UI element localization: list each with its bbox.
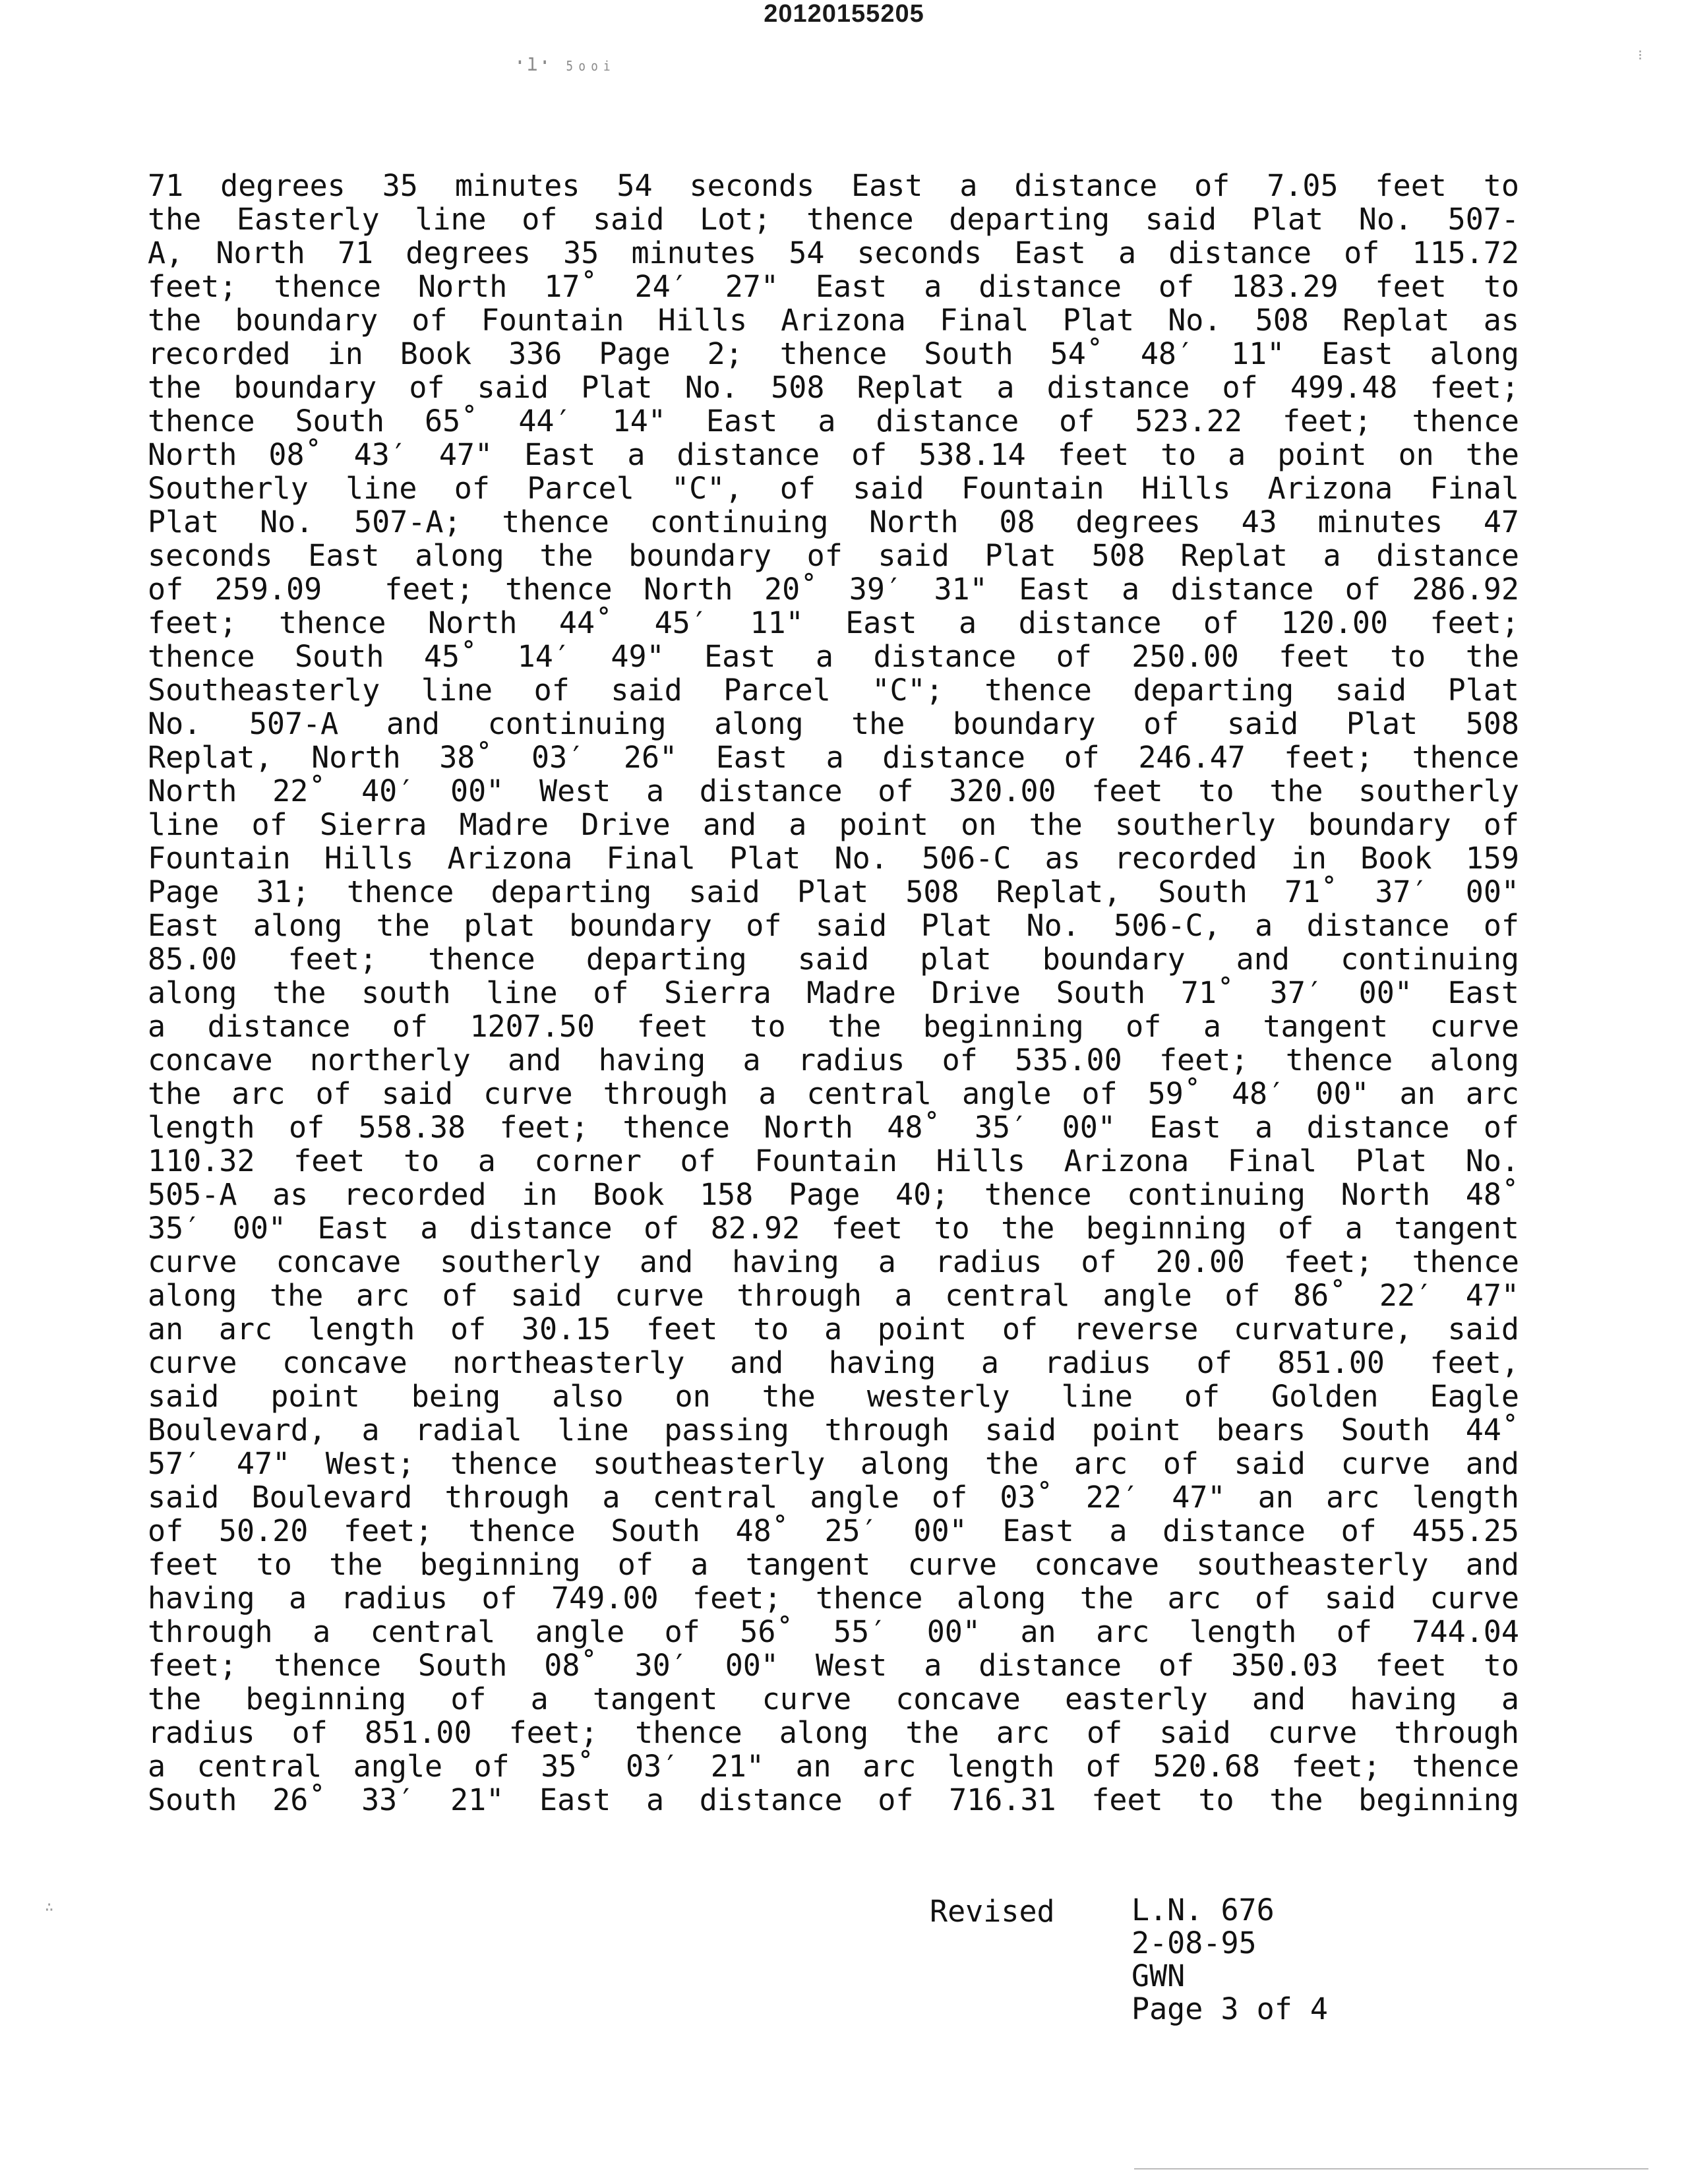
text-line: of 50.20 feet; thence South 48˚ 25′ 00" East a distance of 455.25 [148,1514,1519,1548]
text-line: having a radius of 749.00 feet; thence along the arc of said curve [148,1581,1519,1615]
text-line: feet to the beginning of a tangent curve concave southeasterly and [148,1548,1519,1581]
text-line: thence South 45˚ 14′ 49" East a distance of 250.00 feet to the [148,640,1519,673]
text-line: the boundary of said Plat No. 508 Replat a distance of 499.48 feet; [148,371,1519,404]
revision-date: 2-08-95 [1131,1926,1257,1960]
text-line: thence South 65˚ 44′ 14" East a distance of 523.22 feet; thence [148,404,1519,438]
text-line: along the south line of Sierra Madre Drive South 71˚ 37′ 00" East [148,976,1519,1010]
text-line: East along the plat boundary of said Plat No. 506-C, a distance of [148,909,1519,942]
recording-number: 20120155205 [764,0,924,28]
text-line: Page 31; thence departing said Plat 508 Replat, South 71˚ 37′ 00" [148,875,1519,909]
text-line: the beginning of a tangent curve concave easterly and having a [148,1682,1519,1716]
text-line: along the arc of said curve through a central angle of 86˚ 22′ 47" [148,1279,1519,1312]
legal-number: L.N. 676 [1131,1893,1275,1927]
footer-row-initials [930,1927,1391,1993]
text-line: through a central angle of 56˚ 55′ 00" an arc length of 744.04 [148,1615,1519,1649]
text-line: Plat No. 507-A; thence continuing North 08 degrees 43 minutes 47 [148,505,1519,539]
text-line: curve concave southerly and having a radius of 20.00 feet; thence [148,1245,1519,1279]
bottom-scan-line [1134,2168,1648,2169]
text-line: line of Sierra Madre Drive and a point on the southerly boundary of [148,808,1519,841]
text-line: 110.32 feet to a corner of Fountain Hills Arizona Final Plat No. [148,1144,1519,1178]
text-line: Southerly line of Parcel "C", of said Fountain Hills Arizona Final [148,471,1519,505]
revised-label: Revised [930,1894,1055,1929]
text-line: South 26˚ 33′ 21" East a distance of 716.31 feet to the beginning [148,1783,1519,1817]
document-footer [930,1861,1391,2026]
page-number: Page 3 of 4 [1131,1991,1329,2026]
text-line: Fountain Hills Arizona Final Plat No. 506-C as recorded in Book 159 [148,841,1519,875]
legal-description-body [148,169,1519,1817]
text-line: an arc length of 30.15 feet to a point of reverse curvature, said [148,1312,1519,1346]
text-line: of 259.09 feet; thence North 20˚ 39′ 31" East a distance of 286.92 [148,572,1519,606]
text-line: feet; thence South 08˚ 30′ 00" West a distance of 350.03 feet to [148,1649,1519,1682]
text-line: 35′ 00" East a distance of 82.92 feet to the beginning of a tangent [148,1211,1519,1245]
text-line: the arc of said curve through a central angle of 59˚ 48′ 00" an arc [148,1077,1519,1110]
text-line: Boulevard, a radial line passing through said point bears South 44˚ [148,1413,1519,1447]
text-line: 505-A as recorded in Book 158 Page 40; thence continuing North 48˚ [148,1178,1519,1211]
text-line: 57′ 47" West; thence southeasterly along the arc of said curve and [148,1447,1519,1480]
left-edge-mark: ∴ [45,1899,54,1916]
text-line: the boundary of Fountain Hills Arizona Final Plat No. 508 Replat as [148,303,1519,337]
text-line: concave northerly and having a radius of 535.00 feet; thence along [148,1043,1519,1077]
text-line: Southeasterly line of said Parcel "C"; thence departing said Plat [148,673,1519,707]
text-line: Replat, North 38˚ 03′ 26" East a distance of 246.47 feet; thence [148,741,1519,774]
text-line: 71 degrees 35 minutes 54 seconds East a distance of 7.05 feet to [148,169,1519,202]
faded-stamp-mark: ·ı· ₅ₒₒᵢ [514,48,614,76]
text-line: feet; thence North 44˚ 45′ 11" East a distance of 120.00 feet; [148,606,1519,640]
text-line: seconds East along the boundary of said Plat 508 Replat a distance [148,539,1519,572]
text-line: radius of 851.00 feet; thence along the arc of said curve through [148,1716,1519,1749]
preparer-initials: GWN [1131,1958,1186,1993]
text-line: A, North 71 degrees 35 minutes 54 seconds East a distance of 115.72 [148,236,1519,270]
text-line: the Easterly line of said Lot; thence departing said Plat No. 507- [148,202,1519,236]
text-line: a distance of 1207.50 feet to the beginning of a tangent curve [148,1010,1519,1043]
text-line: North 22˚ 40′ 00" West a distance of 320.00 feet to the southerly [148,774,1519,808]
footer-row-page [930,1960,1391,2026]
text-line: a central angle of 35˚ 03′ 21" an arc length of 520.68 feet; thence [148,1749,1519,1783]
text-line: said point being also on the westerly line of Golden Eagle [148,1380,1519,1413]
text-line: recorded in Book 336 Page 2; thence South 54˚ 48′ 11" East along [148,337,1519,371]
text-line: No. 507-A and continuing along the boundary of said Plat 508 [148,707,1519,741]
text-line: North 08˚ 43′ 47" East a distance of 538.14 feet to a point on the [148,438,1519,471]
right-edge-mark: ⁝ [1638,47,1643,64]
text-line: length of 558.38 feet; thence North 48˚ 35′ 00" East a distance of [148,1110,1519,1144]
text-line: feet; thence North 17˚ 24′ 27" East a distance of 183.29 feet to [148,270,1519,303]
text-line: 85.00 feet; thence departing said plat boundary and continuing [148,942,1519,976]
text-line: curve concave northeasterly and having a radius of 851.00 feet, [148,1346,1519,1380]
text-line: said Boulevard through a central angle of 03˚ 22′ 47" an arc length [148,1480,1519,1514]
